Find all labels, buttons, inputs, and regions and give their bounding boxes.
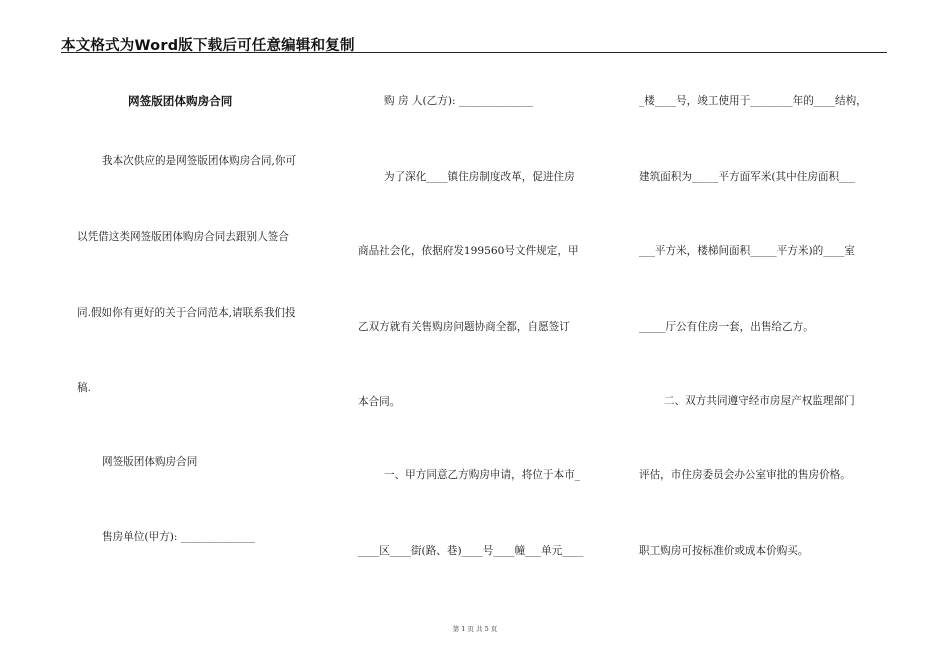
paragraph-line: ___平方米，楼梯间面积_____平方米)的____室 (639, 245, 856, 257)
paragraph-line: 建筑面积为_____平方面军米(其中住房面积___ (639, 171, 856, 183)
address-line: ____区____街(路、巷)____号____幢___单元____ (358, 545, 584, 557)
paragraph-line: 为了深化____镇住房制度改革，促进住房 (384, 171, 575, 183)
paragraph-line: 商品社会化，依据府发199560号文件规定，甲 (358, 245, 579, 257)
clause-one-line: 一、甲方同意乙方购房申请，将位于本市_ (384, 469, 580, 481)
paragraph-line: 以凭借这类网签版团体购房合同去跟别人签合 (77, 231, 289, 243)
header-text: 本文格式为Word版下载后可任意编辑和复制 (61, 38, 355, 54)
paragraph-line: _楼____号，竣工使用于________年的____结构， (639, 95, 867, 107)
contract-subtitle: 网签版团体购房合同 (102, 456, 198, 468)
paragraph-line: 职工购房可按标准价或成本价购买。 (639, 545, 809, 557)
paragraph-line: 同.假如你有更好的关于合同范本,请联系我们投 (77, 307, 296, 319)
contract-title: 网签版团体购房合同 (128, 94, 233, 108)
clause-two-line: 二、双方共同遵守经市房屋产权监理部门 (664, 395, 855, 407)
paragraph-line: 稿. (77, 382, 91, 394)
header-divider (61, 52, 887, 53)
buyer-field: 购 房 人(乙方): ______________ (384, 95, 534, 107)
paragraph-line: 评估，市住房委员会办公室审批的售房价格。 (639, 469, 851, 481)
paragraph-line: 本合同。 (358, 396, 401, 408)
paragraph-line: 乙双方就有关售购房问题协商全都，自愿签订 (358, 321, 570, 333)
seller-field: 售房单位(甲方): ______________ (102, 531, 255, 543)
page-number: 第 1 页 共 5 页 (452, 625, 498, 633)
paragraph-line: 我本次供应的是网签版团体购房合同,你可 (102, 155, 297, 167)
paragraph-line: _____厅公有住房一套，出售给乙方。 (639, 321, 814, 333)
